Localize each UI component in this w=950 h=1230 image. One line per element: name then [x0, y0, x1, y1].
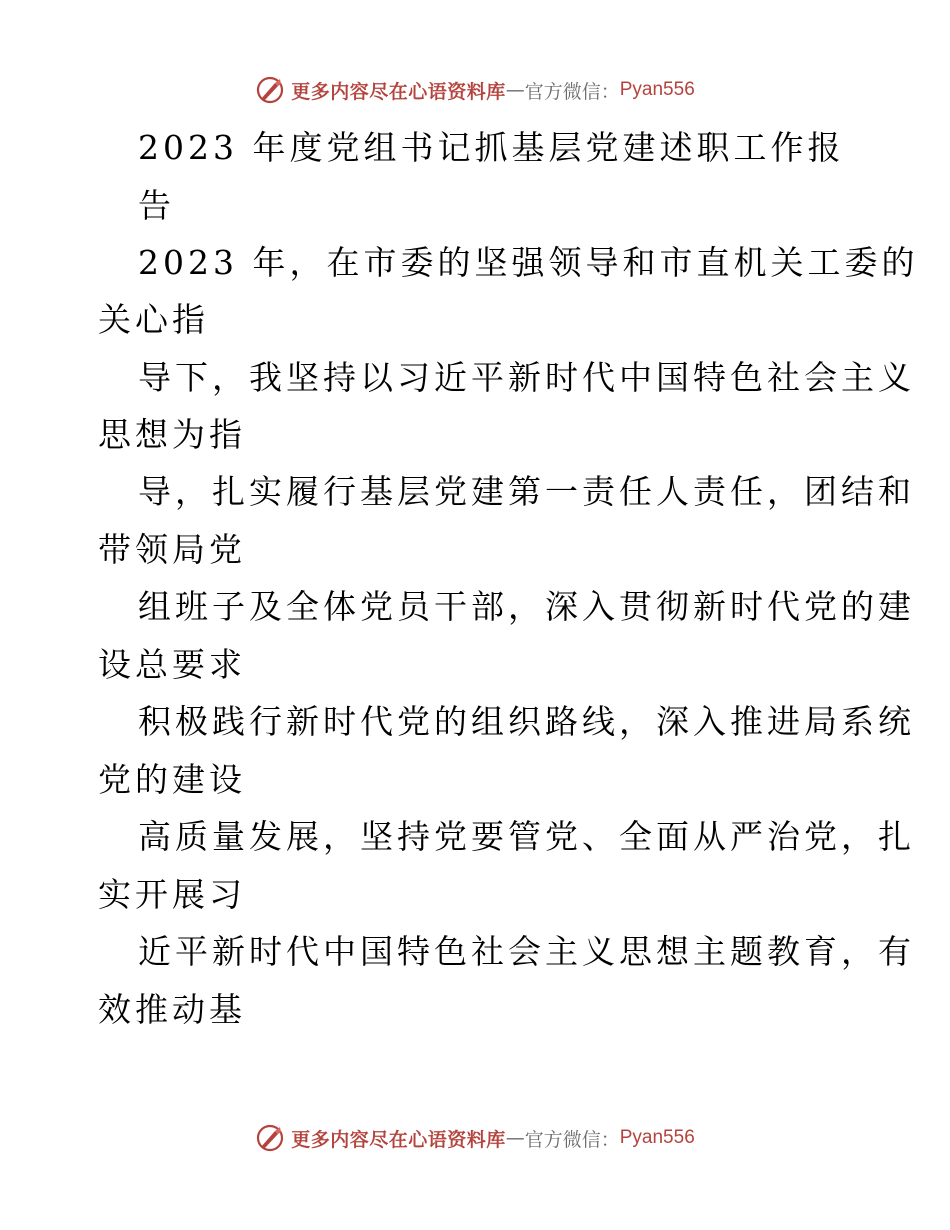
body-line: 实开展习	[98, 875, 246, 914]
document-title-line-2: 告	[138, 186, 175, 225]
watermark-dash: —	[505, 79, 525, 101]
watermark-main-text: 更多内容尽在心语资料库	[291, 80, 506, 103]
watermark-id: Pyan556	[619, 1127, 695, 1148]
body-line: 党的建设	[98, 760, 246, 799]
body-line: 设总要求	[98, 645, 246, 684]
document-title-line-1: 2023 年度党组书记抓基层党建述职工作报	[138, 128, 845, 167]
body-line: 思想为指	[98, 415, 246, 454]
body-line: 高质量发展，坚持党要管党、全面从严治党，扎	[138, 817, 915, 856]
watermark-dash: —	[505, 1127, 525, 1149]
quill-seal-icon	[255, 1123, 285, 1153]
body-line: 近平新时代中国特色社会主义思想主题教育，有	[138, 932, 915, 971]
body-line: 导下，我坚持以习近平新时代中国特色社会主义	[138, 358, 915, 397]
body-line: 组班子及全体党员干部，深入贯彻新时代党的建	[138, 587, 915, 626]
watermark-main-text: 更多内容尽在心语资料库	[291, 1128, 506, 1151]
watermark-id: Pyan556	[619, 79, 695, 100]
body-line: 积极践行新时代党的组织路线，深入推进局系统	[138, 702, 915, 741]
body-line: 效推动基	[98, 990, 246, 1029]
watermark-sub-text: 官方微信：	[524, 80, 620, 103]
footer-watermark	[0, 1118, 950, 1158]
body-line: 关心指	[98, 300, 209, 339]
body-line: 带领局党	[98, 530, 246, 569]
watermark-sub-text: 官方微信：	[524, 1128, 620, 1151]
body-line: 2023 年，在市委的坚强领导和市直机关工委的	[138, 243, 919, 282]
body-line: 导，扎实履行基层党建第一责任人责任，团结和	[138, 472, 915, 511]
